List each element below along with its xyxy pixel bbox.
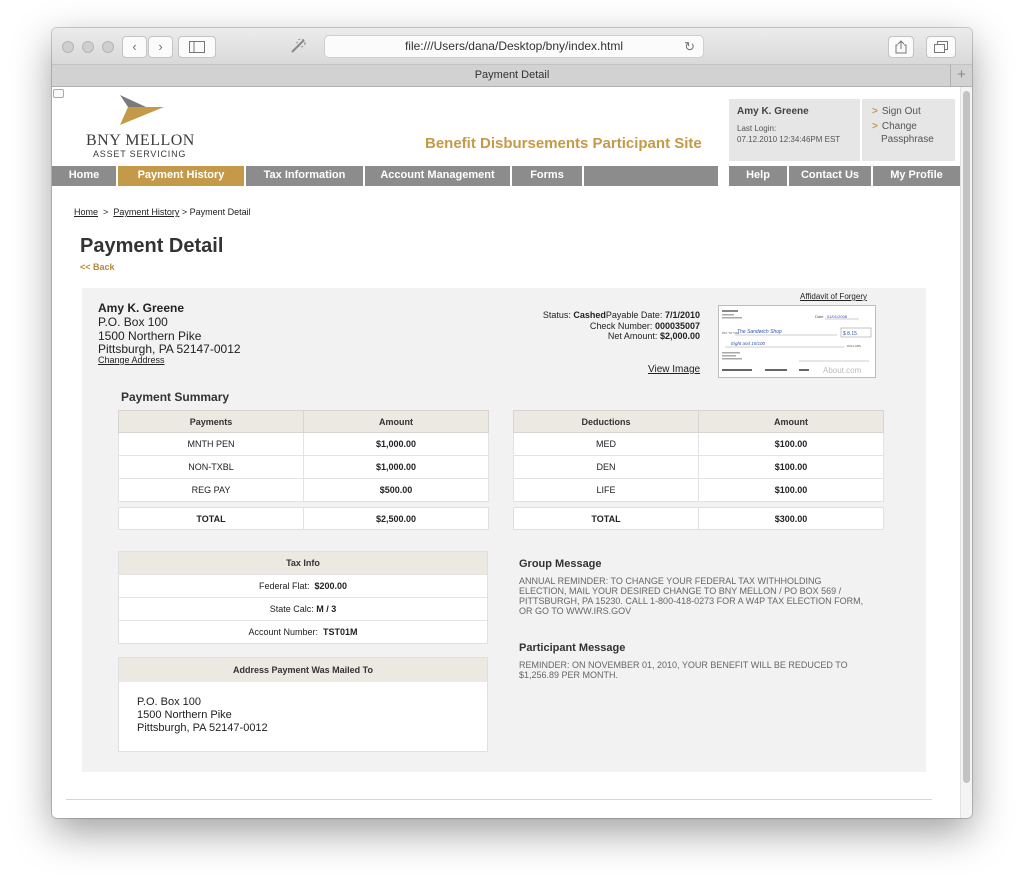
share-button[interactable] (888, 36, 914, 58)
table-row: MNTH PEN $1,000.00 (119, 433, 489, 456)
plus-icon: + (957, 66, 966, 83)
change-address-link[interactable]: Change Address (98, 355, 165, 365)
group-message-body: ANNUAL REMINDER: TO CHANGE YOUR FEDERAL TAX WITHHOLDING ELECTION, MAIL YOUR DESIRED CHANGE TO BNY MELLON / PO BOX 569 / PITTSBURGH, PA 15230. CALL 1-800-418-0273 FOR A W4P TAX ELECTION FORM, OR GO TO WWW.IRS.GOV (519, 576, 864, 616)
check-thumbnail (719, 306, 875, 377)
mailed-address-box (118, 657, 488, 752)
breadcrumb-separator: > (103, 207, 109, 217)
breadcrumb (74, 207, 251, 217)
check-dollars-label: DOLLARS (847, 344, 862, 348)
footer-divider (66, 799, 932, 800)
status-line: Status: CashedPayable Date: 7/1/2010 (542, 310, 700, 320)
change-passphrase-link[interactable]: > Change (872, 121, 917, 132)
breadcrumb-home[interactable]: Home (74, 207, 99, 217)
extension-icon (289, 37, 307, 55)
participant-message-body: REMINDER: ON NOVEMBER 01, 2010, YOUR BENEFIT WILL BE REDUCED TO $1,256.89 PER MONTH. (519, 660, 848, 680)
minimize-window-icon[interactable] (82, 41, 94, 53)
browser-window (52, 28, 972, 818)
site-title: Benefit Disbursements Participant Site (425, 135, 702, 152)
state-calc-row: State Calc: M / 3 (119, 597, 487, 620)
state-calc-value: M / 3 (316, 604, 337, 614)
web-content (52, 87, 960, 818)
tabs-overview-button[interactable] (926, 36, 956, 58)
account-number-row: Account Number: TST01M (119, 620, 487, 643)
table-row: LIFE $100.00 (514, 479, 884, 502)
table-row: MED $100.00 (514, 433, 884, 456)
mailed-line-3: Pittsburgh, PA 52147-0012 (137, 722, 268, 734)
affidavit-of-forgery-link[interactable]: Affidavit of Forgery (800, 292, 867, 301)
address-line-3: Pittsburgh, PA 52147-0012 (98, 342, 241, 356)
check-image[interactable] (718, 305, 876, 378)
check-amount: $ 8.15 (843, 331, 857, 337)
table-row: REG PAY $500.00 (119, 479, 489, 502)
payments-table (118, 410, 489, 502)
nav-spacer (584, 166, 718, 186)
close-window-icon[interactable] (62, 41, 74, 53)
check-amount-words: Eight and 15/100 (731, 341, 766, 346)
mailed-line-1: P.O. Box 100 (137, 696, 202, 708)
svg-text:PAY TO THE: PAY TO THE (722, 331, 740, 335)
amount-col-header: Amount (699, 411, 884, 433)
payable-date: 7/1/2010 (664, 310, 700, 320)
tax-info-title: Tax Info (119, 552, 487, 574)
table-row: DEN $100.00 (514, 456, 884, 479)
deductions-total-table (513, 507, 884, 530)
deductions-table (513, 410, 884, 502)
chevron-right-icon: › (158, 39, 163, 54)
address-bar[interactable] (324, 35, 704, 58)
nav-my-profile[interactable]: My Profile (873, 166, 960, 186)
user-info-box (729, 99, 955, 161)
last-login-label: Last Login: (737, 124, 777, 133)
check-number-line: Check Number: 000035007 (589, 321, 700, 331)
address-line-2: 1500 Northern Pike (98, 329, 202, 343)
arrow-right-icon: > (872, 106, 878, 117)
nav-help[interactable]: Help (729, 166, 787, 186)
federal-flat-value: $200.00 (314, 581, 348, 591)
bny-mellon-logo-icon (120, 95, 164, 125)
participant-name: Amy K. Greene (98, 301, 185, 315)
view-image-link[interactable]: View Image (648, 364, 701, 375)
page-checkbox[interactable] (53, 89, 64, 98)
payment-summary-title: Payment Summary (121, 390, 230, 404)
logo-subtitle: ASSET SERVICING (93, 149, 187, 159)
vertical-scrollbar[interactable] (960, 87, 972, 818)
share-icon (895, 40, 907, 54)
payments-col-header: Payments (119, 411, 304, 433)
scrollbar-thumb[interactable] (963, 91, 970, 783)
new-tab-button[interactable] (950, 65, 972, 86)
nav-forms[interactable]: Forms (512, 166, 582, 186)
tax-info-box (118, 551, 488, 644)
sign-out-link[interactable]: > Sign Out (872, 106, 921, 117)
group-message-title: Group Message (519, 558, 602, 570)
address-line-1: P.O. Box 100 (98, 315, 168, 329)
amount-col-header: Amount (304, 411, 489, 433)
nav-account-management[interactable]: Account Management (365, 166, 510, 186)
check-number: 000035007 (654, 321, 700, 331)
nav-payment-history[interactable]: Payment History (118, 166, 244, 186)
tab-title[interactable]: Payment Detail (474, 69, 550, 81)
page-title: Payment Detail (80, 235, 224, 257)
check-watermark: About.com (823, 366, 862, 375)
breadcrumb-payment-history[interactable]: Payment History (113, 207, 180, 217)
last-login-time: 07.12.2010 12:34:46PM EST (737, 135, 841, 144)
user-name: Amy K. Greene (737, 106, 809, 117)
sidebar-button[interactable] (178, 36, 216, 58)
table-row: TOTAL $2,500.00 (119, 508, 489, 530)
status-value: Cashed (573, 310, 606, 320)
back-link[interactable]: << Back (80, 262, 115, 272)
change-passphrase-link-line2[interactable]: Passphrase (881, 134, 934, 145)
reload-icon[interactable]: ↻ (684, 39, 695, 54)
extension-button[interactable] (283, 36, 313, 58)
nav-tax-information[interactable]: Tax Information (246, 166, 363, 186)
breadcrumb-current: > Payment Detail (181, 207, 251, 217)
table-row: TOTAL $300.00 (514, 508, 884, 530)
mailed-address-title: Address Payment Was Mailed To (119, 658, 487, 682)
check-date: 01/01/2008 (827, 314, 848, 319)
forward-button[interactable] (148, 36, 173, 58)
payment-detail-panel (82, 288, 926, 772)
zoom-window-icon[interactable] (102, 41, 114, 53)
federal-flat-row: Federal Flat: $200.00 (119, 574, 487, 597)
svg-text:Date: Date (815, 314, 824, 319)
net-amount-line: Net Amount: $2,000.00 (607, 331, 700, 341)
net-amount: $2,000.00 (659, 331, 700, 341)
chevron-left-icon: ‹ (132, 39, 137, 54)
user-box-divider (860, 99, 862, 161)
account-number-value: TST01M (323, 627, 358, 637)
nav-contact-us[interactable]: Contact Us (789, 166, 871, 186)
tab-bar (52, 65, 972, 87)
arrow-right-icon: > (872, 121, 878, 132)
mailed-line-2: 1500 Northern Pike (137, 709, 232, 721)
url-text: file:///Users/dana/Desktop/bny/index.html (404, 39, 624, 53)
back-button[interactable] (122, 36, 147, 58)
tabs-icon (934, 41, 948, 53)
deductions-col-header: Deductions (514, 411, 699, 433)
check-payee: The Sandwich Shop (737, 329, 782, 335)
payments-total-table (118, 507, 489, 530)
table-row: NON-TXBL $1,000.00 (119, 456, 489, 479)
participant-message-title: Participant Message (519, 642, 626, 654)
nav-home[interactable]: Home (52, 166, 116, 186)
main-nav (52, 166, 960, 188)
browser-toolbar (52, 28, 972, 65)
logo-name: BNY MELLON (86, 132, 195, 149)
sidebar-icon (189, 41, 205, 53)
